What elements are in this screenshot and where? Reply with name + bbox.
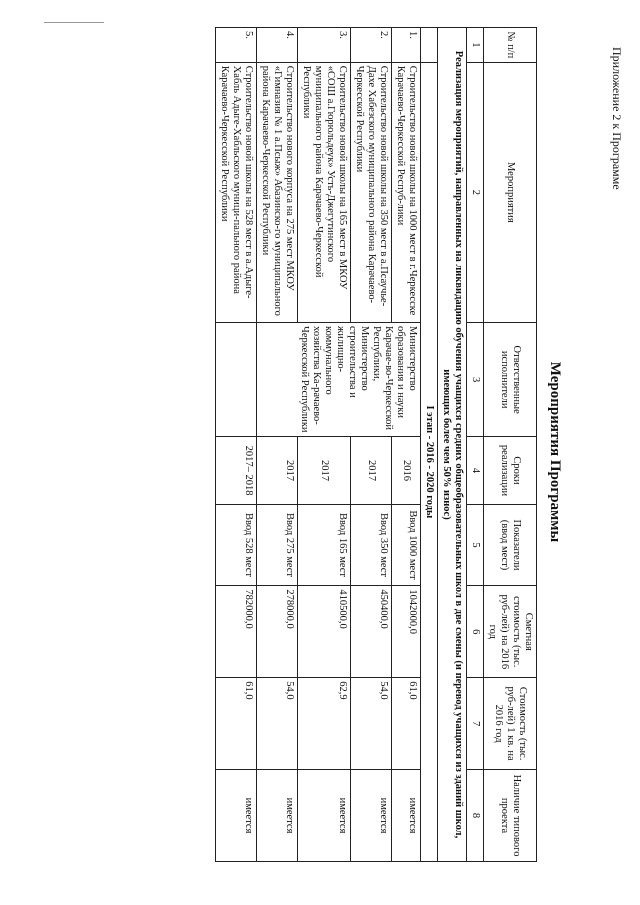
column-number: 6 <box>467 586 484 678</box>
row-event: Строительство новой школы на 528 мест в а.Адыге-Хабль Адыге-Хабльского муници-пального района Карачаево-Черкесской Республики <box>216 62 257 322</box>
row-project: имеется <box>216 770 257 862</box>
row-indicators: Ввод 165 мест <box>298 504 351 586</box>
row-period: 2016 <box>392 437 421 504</box>
rotated-content <box>125 12 625 892</box>
table-row <box>298 28 351 862</box>
page-title: Мероприятия Программы <box>547 361 563 543</box>
row-event: Строительство нового корпуса на 275 мест МКОУ «Гимназия № 1 а.Псыж» Абазинско-го муниципального района Карачаево-Черкесской Республики <box>257 62 298 322</box>
row-event: Строительство новой школы на 1000 мест в г.Черкесске Карачаево-Черкесской Респуб-лики <box>392 62 421 322</box>
section-heading: Реализация мероприятий, направленных на ликвидацию обучения учащихся средних общеобразовательных школ в две смены (и перевод учащихся из зданий школ, имеющих более чем 50% износ) <box>438 28 467 862</box>
row-project: имеется <box>351 770 392 862</box>
table-row <box>351 28 392 862</box>
column-number: 5 <box>467 504 484 586</box>
column-number: 2 <box>467 62 484 322</box>
row-project: имеется <box>298 770 351 862</box>
header-unit-cost: Стоимость (тыс. руб-лей) 1 кв. на 2016 год <box>484 678 537 770</box>
table-row <box>257 28 298 862</box>
row-estimate: 450400,0 <box>351 586 392 678</box>
header-estimate: Сметная стоимость (тыс. руб-лей) на 2016 год <box>484 586 537 678</box>
header-event: Мероприятия <box>484 62 537 322</box>
row-project: имеется <box>392 770 421 862</box>
header-executor: Ответственные исполнители <box>484 323 537 437</box>
row-event: Строительство новой школы на 350 мест в а.Псаучье-Дахе Хабезского муниципального района Карачаево-Черкесской Республики <box>351 62 392 322</box>
row-estimate: 410500,0 <box>298 586 351 678</box>
table-row <box>392 28 421 862</box>
row-unit-cost: 62,9 <box>298 678 351 770</box>
row-unit-cost: 61,0 <box>392 678 421 770</box>
stage-row <box>421 28 438 862</box>
header-indicators: Показатели (ввод мест) <box>484 504 537 586</box>
table-row <box>216 28 257 862</box>
row-unit-cost: 54,0 <box>351 678 392 770</box>
stage-heading: I этап - 2016 - 2020 годы <box>421 62 438 861</box>
header-n: № п/п <box>484 28 537 63</box>
row-indicators: Ввод 528 мест <box>216 504 257 586</box>
scan-mark <box>44 22 104 23</box>
row-period: 2017 <box>298 437 351 504</box>
row-number: 3. <box>298 28 351 63</box>
section-row <box>438 28 467 862</box>
column-number: 3 <box>467 323 484 437</box>
row-unit-cost: 54,0 <box>257 678 298 770</box>
row-event: Строительство новой школы на 165 мест в МКОУ «СОШ а.Гюрюльдеук» Усть-Джегутинского муниципального района Карачаево-Черкесской Республики <box>298 62 351 322</box>
row-number: 2. <box>351 28 392 63</box>
row-executor-empty <box>216 323 257 437</box>
column-number-row <box>467 28 484 862</box>
header-period: Сроки реализации <box>484 437 537 504</box>
row-executor: Министерство образования и науки Карачае-во-Черкесской Республики, Министерство строительства и жилищно-коммунального хозяйства Ка-рачаево-Черкесской Республики <box>257 323 421 437</box>
column-number: 4 <box>467 437 484 504</box>
row-estimate: 1042000,0 <box>392 586 421 678</box>
column-number: 1 <box>467 28 484 63</box>
column-number: 7 <box>467 678 484 770</box>
row-project: имеется <box>257 770 298 862</box>
row-period: 2017– 2018 <box>216 437 257 504</box>
row-estimate: 782000,0 <box>216 586 257 678</box>
row-unit-cost: 61,0 <box>216 678 257 770</box>
row-period: 2017 <box>257 437 298 504</box>
row-number: 4. <box>257 28 298 63</box>
appendix-label: Приложение 2 к Программе <box>610 47 624 190</box>
row-estimate: 278000,0 <box>257 586 298 678</box>
header-row <box>484 28 537 862</box>
row-indicators: Ввод 350 мест <box>351 504 392 586</box>
row-period: 2017 <box>351 437 392 504</box>
column-number: 8 <box>467 770 484 862</box>
program-table <box>215 27 537 862</box>
row-number: 5. <box>216 28 257 63</box>
row-indicators: Ввод 275 мест <box>257 504 298 586</box>
stage-spacer <box>421 28 438 63</box>
header-project: Наличие типового проекта <box>484 770 537 862</box>
row-number: 1. <box>392 28 421 63</box>
row-indicators: Ввод 1000 мест <box>392 504 421 586</box>
